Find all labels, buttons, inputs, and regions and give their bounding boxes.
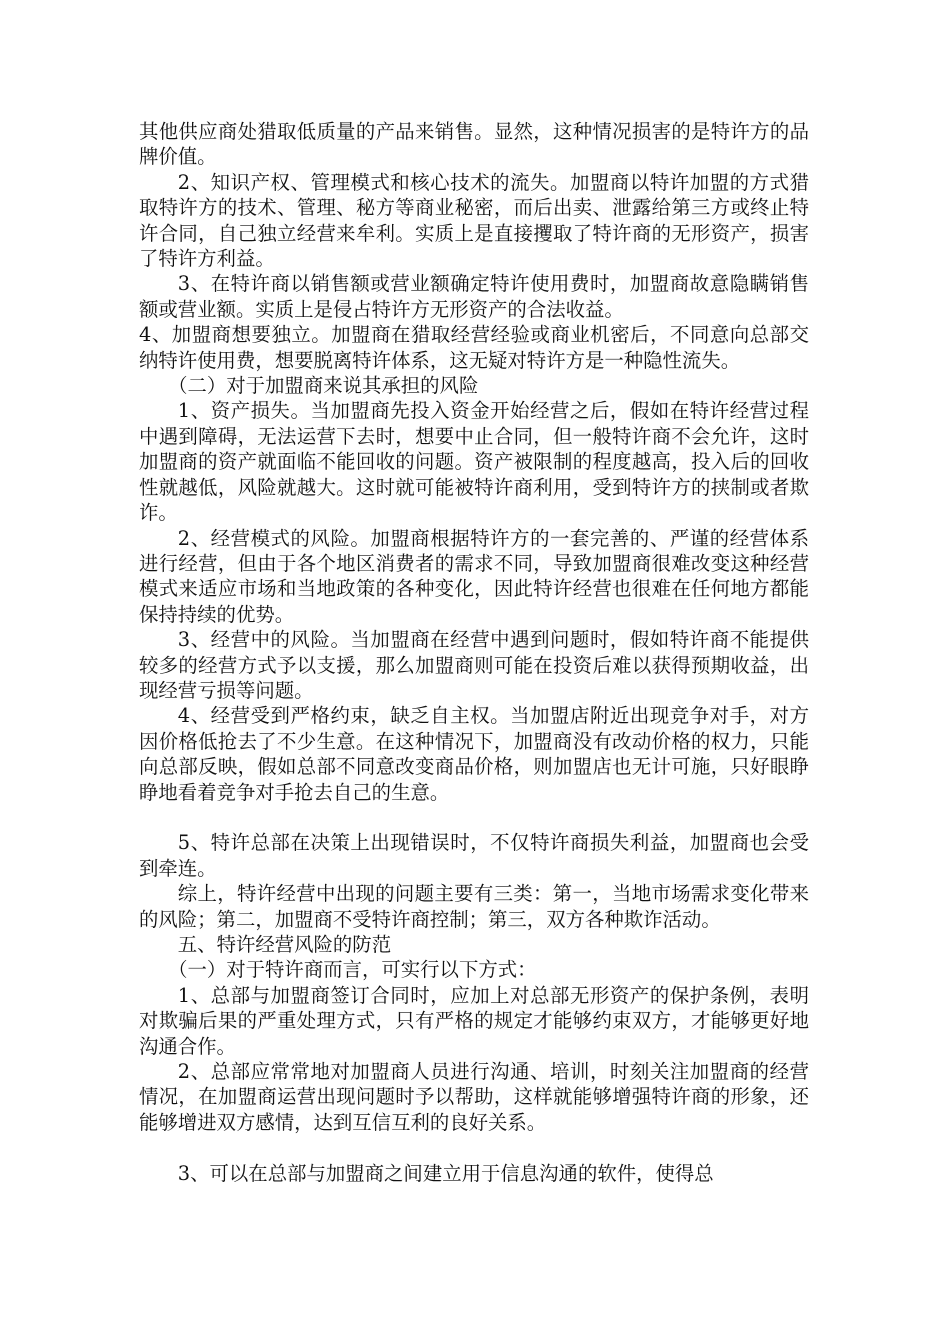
paragraph-gap: [139, 805, 809, 830]
paragraph-ip-loss: 2、知识产权、管理模式和核心技术的流失。加盟商以特许加盟的方式猎取特许方的技术、管理、秘方等商业秘密，而后出卖、泄露给第三方或终止特许合同，自己独立经营来牟利。实质上是直接攫取了特许商的无形资产，损害了特许方利益。: [139, 170, 809, 271]
paragraph-business-model-risk: 2、经营模式的风险。加盟商根据特许方的一套完善的、严谨的经营体系进行经营，但由于各个地区消费者的需求不同，导致加盟商很难改变这种经营模式来适应市场和当地政策的各种变化，因此特许经营也很难在任何地方都能保持持续的优势。: [139, 526, 809, 626]
paragraph-communication-software: 3、可以在总部与加盟商之间建立用于信息沟通的软件，使得总: [177, 1161, 714, 1185]
paragraph-gap: [139, 1135, 809, 1160]
paragraph-asset-loss: 1、资产损失。当加盟商先投入资金开始经营之后，假如在特许经营过程中遇到障碍，无法运营下去时，想要中止合同，但一般特许商不会允许，这时加盟商的资产就面临不能回收的问题。资产被限制的程度越高，投入后的回收性就越低，风险就越大。这时就可能被特许商利用，受到特许方的挟制或者欺诈。: [139, 399, 809, 525]
paragraph-independence: 4、加盟商想要独立。加盟商在猎取经营经验或商业机密后，不同意向总部交纳特许使用费，想要脱离特许体系，这无疑对特许方是一种隐性流失。: [139, 323, 809, 372]
paragraph-decision-errors: 5、特许总部在决策上出现错误时，不仅特许商损失利益，加盟商也会受到牵连。: [139, 831, 809, 880]
section-heading-franchisee-risks: （二）对于加盟商来说其承担的风险: [168, 374, 479, 398]
paragraph-training: 2、总部应常常地对加盟商人员进行沟通、培训，时刻关注加盟商的经营情况，在加盟商运营出现问题时予以帮助，这样就能够增强特许商的形象，还能够增进双方感情，达到互信互利的良好关系。: [139, 1060, 809, 1134]
section-heading-risk-prevention: 五、特许经营风险的防范: [177, 932, 392, 956]
paragraph-strict-constraints: 4、经营受到严格约束，缺乏自主权。当加盟店附近出现竞争对手，对方因价格低抢去了不少生意。在这种情况下，加盟商没有改动价格的权力，只能向总部反映，假如总部不同意改变商品价格，则加盟店也无计可施，只好眼睁睁地看着竞争对手抢去自己的生意。: [139, 704, 809, 804]
document-body: [139, 119, 809, 1186]
paragraph-operating-risk: 3、经营中的风险。当加盟商在经营中遇到问题时，假如特许商不能提供较多的经营方式予以支援，那么加盟商则可能在投资后难以获得预期收益，出现经营亏损等问题。: [139, 628, 809, 702]
paragraph-summary: 综上，特许经营中出现的问题主要有三类：第一，当地市场需求变化带来的风险；第二，加盟商不受特许商控制；第三，双方各种欺诈活动。: [139, 882, 809, 931]
subsection-heading-franchisor: （一）对于特许商而言，可实行以下方式：: [168, 958, 537, 982]
paragraph-contract-protection: 1、总部与加盟商签订合同时，应加上对总部无形资产的保护条例，表明对欺骗后果的严重处理方式，只有严格的规定才能够约束双方，才能够更好地沟通合作。: [139, 983, 809, 1058]
paragraph-concealed-sales: 3、在特许商以销售额或营业额确定特许使用费时，加盟商故意隐瞒销售额或营业额。实质上是侵占特许方无形资产的合法收益。: [139, 272, 809, 321]
paragraph-continuation: 其他供应商处猎取低质量的产品来销售。显然，这种情况损害的是特许方的品牌价值。: [139, 120, 809, 169]
